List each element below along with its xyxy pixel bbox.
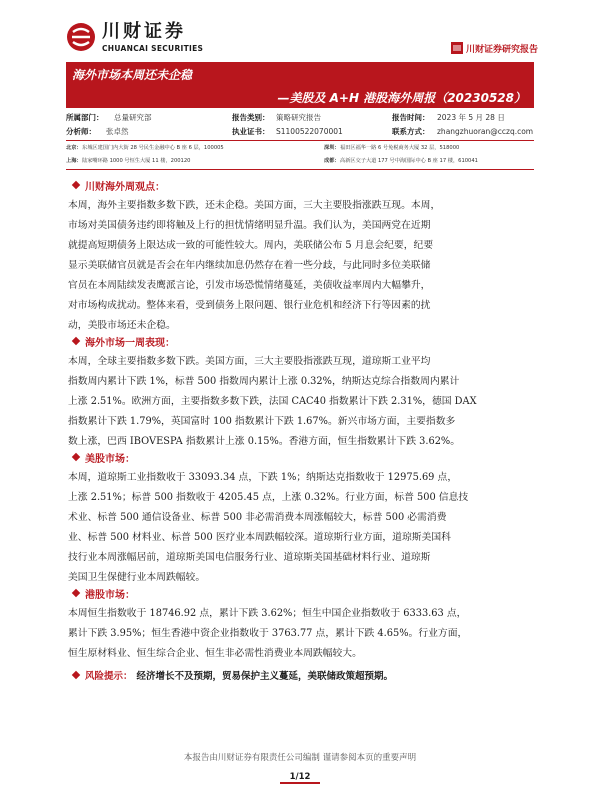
paragraph-line: 显示美联储官员就是否会在年内继续加息仍然存在着一些分歧，与此同时多位美联储	[68, 260, 431, 271]
paragraph-line: 对市场构成扰动。整体来看，受到债务上限问题、银行业危机和经济下行等因素的扰	[68, 300, 431, 311]
address-row-1	[66, 142, 534, 155]
risk-label: 风险提示：	[85, 671, 133, 682]
section-hk-heading	[73, 585, 135, 601]
risk-warning	[73, 667, 393, 683]
section-us-heading	[73, 449, 135, 465]
diamond-bullet-icon	[72, 181, 80, 189]
paragraph-line: 市场对美国债务违约即将触及上行的担忧情绪明显升温。我们认为，美国两党在近期	[68, 220, 431, 231]
paragraph-line: 术业、标普 500 通信设备业、标普 500 非必需消费本周涨幅较大，标普 500 必需消费	[68, 512, 447, 523]
company-name-cn: 川财证券	[102, 21, 186, 42]
section-weekly-body	[68, 352, 534, 452]
type-value: 策略研究报告	[276, 113, 321, 122]
chengdu-address: 高新区交子大道 177 号中海国际中心 B 座 17 楼，610041	[340, 158, 478, 164]
shanghai-address: 陆家嘴环路 1000 号恒生大厦 11 楼，200120	[82, 158, 191, 164]
section-overview-body	[68, 196, 534, 336]
section-hk-title: 港股市场：	[85, 589, 135, 601]
section-overview-title: 川财海外周观点：	[85, 181, 165, 193]
paragraph-line: 业、标普 500 材料业、标普 500 医疗业本周跌幅较深。道琼斯行业方面，道琼斯美国科	[68, 532, 451, 543]
company-name-en: CHUANCAI SECURITIES	[102, 44, 204, 53]
paragraph-line: 数上涨，巴西 IBOVESPA 指数累计上涨 0.15%。香港方面，恒生指数累计下跌 3.62%。	[68, 436, 461, 447]
dept-value: 总量研究部	[114, 113, 152, 122]
paragraph-line: 恒生原材料业、恒生综合企业、恒生非必需性消费业本周跌幅较大。	[68, 648, 362, 659]
company-logo	[66, 22, 266, 54]
page-number: 1/12	[280, 770, 320, 784]
risk-text: 经济增长不及预期，贸易保护主义蔓延，美联储政策超预期。	[136, 671, 394, 682]
footer-disclaimer: 本报告由川财证券有限责任公司编制 谨请参阅本页的重要声明	[183, 753, 417, 763]
shanghai-label: 上海：	[66, 158, 82, 164]
address-divider	[66, 169, 534, 170]
chuancai-logo-icon	[66, 22, 96, 52]
address-row-2	[66, 155, 534, 168]
diamond-bullet-icon	[72, 589, 80, 597]
diamond-bullet-icon	[72, 337, 80, 345]
report-title: 海外市场本周还未企稳	[72, 68, 193, 82]
brand-seal-icon	[451, 42, 463, 54]
shenzhen-label: 深圳：	[324, 145, 340, 151]
meta-row-2	[66, 124, 534, 139]
section-us-title: 美股市场：	[85, 453, 135, 465]
report-brand-text: 川财证券研究报告	[465, 44, 538, 55]
paragraph-line: 累计下跌 3.95%；恒生香港中资企业指数收于 3763.77 点，累计下跌 4.65%。行业方面，	[68, 628, 468, 639]
paragraph-line: 本周，全球主要指数多数下跌。美国方面，三大主要股指涨跌互现，道琼斯工业平均	[68, 356, 431, 367]
paragraph-line: 美国卫生保健行业本周跌幅较。	[68, 572, 206, 583]
analyst-value: 张卓然	[106, 127, 129, 136]
paragraph-line: 上涨 2.51%。欧洲方面，主要指数多数下跌，法国 CAC40 指数累计下跌 2.31%，德国 DAX	[68, 396, 477, 407]
report-subtitle: —美股及 A+H 港股海外周报（20230528）	[277, 91, 526, 105]
paragraph-line: 指数累计下跌 1.79%，英国富时 100 指数累计下跌 1.67%。新兴市场方面，主要指数多	[68, 416, 456, 427]
shenzhen-address: 福田区福华一路 6 号免税商务大厦 32 层，518000	[340, 145, 460, 151]
section-weekly-title: 海外市场一周表现：	[85, 337, 175, 349]
license-label: 执业证书：	[232, 127, 270, 136]
section-hk-body	[68, 604, 534, 664]
paragraph-line: 上涨 2.51%；标普 500 指数收于 4205.45 点，上涨 0.32%。行业方面，标普 500 信息技	[68, 492, 469, 503]
paragraph-line: 本周，道琼斯工业指数收于 33093.34 点，下跌 1%；纳斯达克指数收于 12975.69 点，	[68, 472, 458, 483]
section-overview-heading	[73, 177, 165, 193]
paragraph-line: 本周恒生指数收于 18746.92 点，累计下跌 3.62%；恒生中国企业指数收于 6333.63 点，	[68, 608, 467, 619]
diamond-bullet-icon	[72, 671, 80, 679]
analyst-label: 分析师：	[66, 127, 96, 136]
paragraph-line: 就提高短期债务上限达成一致的可能性较大。周内，美联储公布 5 月息会纪要，纪要	[68, 240, 434, 251]
meta-row-1	[66, 110, 534, 125]
contact-label: 联系方式：	[392, 127, 430, 136]
title-banner	[66, 62, 534, 108]
date-label: 报告时间：	[392, 113, 430, 122]
paragraph-line: 指数周内累计下跌 1%，标普 500 指数周内累计上涨 0.32%，纳斯达克综合指数周内累计	[68, 376, 460, 387]
dept-label: 所属部门：	[66, 113, 104, 122]
type-label: 报告类别：	[232, 113, 270, 122]
report-brand	[451, 40, 538, 56]
section-us-body	[68, 468, 534, 588]
paragraph-line: 本周，海外主要指数多数下跌，还未企稳。美国方面，三大主要股指涨跌互现。本周，	[68, 200, 441, 211]
chengdu-label: 成都：	[324, 158, 340, 164]
contact-value: zhangzhuoran@cczq.com	[437, 127, 534, 136]
diamond-bullet-icon	[72, 453, 80, 461]
beijing-address: 东城区建国门内大街 28 号民生金融中心 B 座 6 层，100005	[82, 145, 224, 151]
beijing-label: 北京：	[66, 145, 82, 151]
meta-divider	[66, 140, 534, 141]
paragraph-line: 动，美股市场还未企稳。	[68, 320, 176, 331]
paragraph-line: 官员在本周陆续发表鹰派言论，引发市场恐慌情绪蔓延，美债收益率周内大幅攀升，	[68, 280, 431, 291]
date-value: 2023 年 5 月 28 日	[437, 113, 505, 122]
license-value: S1100522070001	[276, 127, 343, 136]
section-weekly-heading	[73, 333, 175, 349]
paragraph-line: 技行业本周涨幅居前，道琼斯美国电信服务行业、道琼斯美国基础材料行业、道琼斯	[68, 552, 431, 563]
